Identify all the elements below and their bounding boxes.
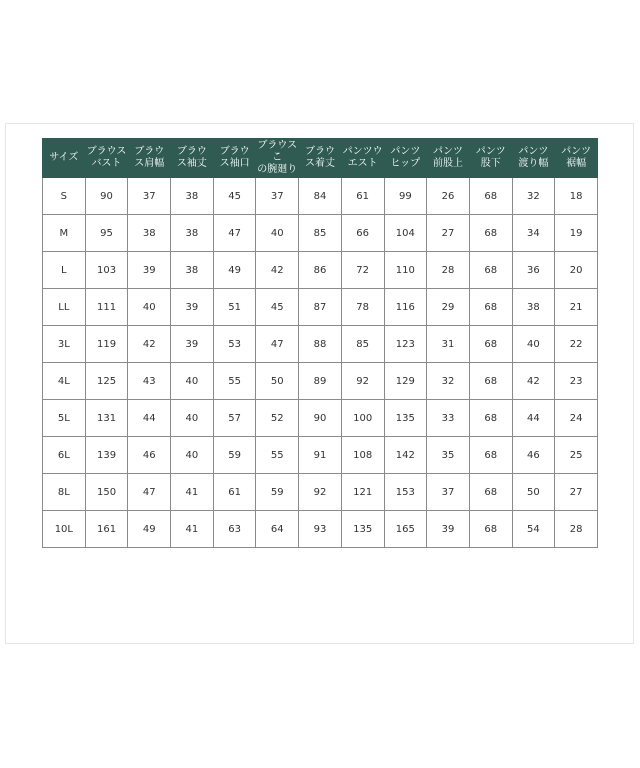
table-cell: 91 (299, 437, 342, 474)
table-cell: 37 (128, 178, 171, 215)
table-cell: 92 (341, 363, 384, 400)
table-row (43, 511, 598, 548)
table-cell: 103 (85, 252, 128, 289)
table-cell: 41 (171, 511, 214, 548)
table-cell: 59 (213, 437, 256, 474)
table-cell: 110 (384, 252, 427, 289)
table-cell: 51 (213, 289, 256, 326)
table-cell: 46 (128, 437, 171, 474)
table-cell: 42 (512, 363, 555, 400)
table-cell: 68 (469, 326, 512, 363)
table-cell: 64 (256, 511, 299, 548)
table-cell: 22 (555, 326, 598, 363)
table-cell: 161 (85, 511, 128, 548)
size-label-cell: 5L (43, 400, 86, 437)
table-cell: 123 (384, 326, 427, 363)
table-cell: 111 (85, 289, 128, 326)
table-cell: 32 (512, 178, 555, 215)
table-cell: 21 (555, 289, 598, 326)
table-cell: 19 (555, 215, 598, 252)
table-cell: 39 (171, 326, 214, 363)
table-cell: 39 (128, 252, 171, 289)
table-cell: 68 (469, 178, 512, 215)
table-cell: 38 (128, 215, 171, 252)
header-cell-blouse-bust: ブラウス バスト (85, 139, 128, 178)
table-cell: 47 (256, 326, 299, 363)
table-cell: 28 (555, 511, 598, 548)
table-cell: 68 (469, 400, 512, 437)
table-cell: 38 (171, 215, 214, 252)
table-cell: 108 (341, 437, 384, 474)
table-cell: 68 (469, 289, 512, 326)
table-cell: 52 (256, 400, 299, 437)
table-cell: 32 (427, 363, 470, 400)
table-cell: 68 (469, 474, 512, 511)
table-cell: 68 (469, 215, 512, 252)
table-cell: 49 (128, 511, 171, 548)
table-cell: 90 (299, 400, 342, 437)
table-row (43, 400, 598, 437)
table-cell: 99 (384, 178, 427, 215)
table-cell: 119 (85, 326, 128, 363)
table-cell: 131 (85, 400, 128, 437)
table-row (43, 178, 598, 215)
table-cell: 42 (256, 252, 299, 289)
size-label-cell: 10L (43, 511, 86, 548)
table-cell: 55 (213, 363, 256, 400)
table-cell: 44 (512, 400, 555, 437)
table-cell: 84 (299, 178, 342, 215)
table-cell: 68 (469, 437, 512, 474)
table-cell: 142 (384, 437, 427, 474)
table-cell: 43 (128, 363, 171, 400)
header-cell-blouse-shoulder: ブラウ ス肩幅 (128, 139, 171, 178)
table-cell: 50 (256, 363, 299, 400)
header-cell-blouse-cuff: ブラウ ス袖口 (213, 139, 256, 178)
table-row (43, 215, 598, 252)
size-label-cell: 4L (43, 363, 86, 400)
table-cell: 39 (171, 289, 214, 326)
header-cell-blouse-arm-circumference: ブラウスこ の腕廻り (256, 139, 299, 178)
table-cell: 86 (299, 252, 342, 289)
table-cell: 90 (85, 178, 128, 215)
table-cell: 135 (384, 400, 427, 437)
table-cell: 18 (555, 178, 598, 215)
table-cell: 40 (512, 326, 555, 363)
table-cell: 31 (427, 326, 470, 363)
table-cell: 33 (427, 400, 470, 437)
size-label-cell: 8L (43, 474, 86, 511)
table-cell: 47 (128, 474, 171, 511)
table-row (43, 437, 598, 474)
table-cell: 49 (213, 252, 256, 289)
table-cell: 34 (512, 215, 555, 252)
table-row (43, 363, 598, 400)
header-cell-blouse-length: ブラウ ス着丈 (299, 139, 342, 178)
table-cell: 88 (299, 326, 342, 363)
header-cell-pants-hip: パンツ ヒップ (384, 139, 427, 178)
table-cell: 104 (384, 215, 427, 252)
header-cell-pants-hem-width: パンツ 裾幅 (555, 139, 598, 178)
table-cell: 20 (555, 252, 598, 289)
table-cell: 41 (171, 474, 214, 511)
table-cell: 92 (299, 474, 342, 511)
table-cell: 66 (341, 215, 384, 252)
size-label-cell: M (43, 215, 86, 252)
table-cell: 45 (256, 289, 299, 326)
table-cell: 129 (384, 363, 427, 400)
table-cell: 150 (85, 474, 128, 511)
table-cell: 40 (256, 215, 299, 252)
table-cell: 63 (213, 511, 256, 548)
size-label-cell: L (43, 252, 86, 289)
header-cell-blouse-sleeve-length: ブラウ ス袖丈 (171, 139, 214, 178)
table-cell: 85 (341, 326, 384, 363)
table-cell: 38 (512, 289, 555, 326)
table-cell: 26 (427, 178, 470, 215)
table-cell: 72 (341, 252, 384, 289)
table-cell: 153 (384, 474, 427, 511)
table-cell: 89 (299, 363, 342, 400)
table-cell: 29 (427, 289, 470, 326)
table-cell: 35 (427, 437, 470, 474)
table-cell: 45 (213, 178, 256, 215)
table-cell: 78 (341, 289, 384, 326)
table-cell: 27 (555, 474, 598, 511)
table-cell: 47 (213, 215, 256, 252)
table-cell: 61 (213, 474, 256, 511)
size-label-cell: 6L (43, 437, 86, 474)
header-row (43, 139, 598, 178)
table-cell: 61 (341, 178, 384, 215)
table-row (43, 326, 598, 363)
table-cell: 46 (512, 437, 555, 474)
table-cell: 121 (341, 474, 384, 511)
table-cell: 25 (555, 437, 598, 474)
size-label-cell: S (43, 178, 86, 215)
table-header (43, 139, 598, 178)
size-label-cell: 3L (43, 326, 86, 363)
table-cell: 44 (128, 400, 171, 437)
table-cell: 38 (171, 178, 214, 215)
header-cell-size: サイズ (43, 139, 86, 178)
header-cell-pants-front-rise: パンツ 前股上 (427, 139, 470, 178)
table-cell: 37 (256, 178, 299, 215)
table-row (43, 474, 598, 511)
table-cell: 87 (299, 289, 342, 326)
table-cell: 125 (85, 363, 128, 400)
table-cell: 38 (171, 252, 214, 289)
table-row (43, 252, 598, 289)
header-cell-pants-waist: パンツウ エスト (341, 139, 384, 178)
table-cell: 93 (299, 511, 342, 548)
table-cell: 68 (469, 252, 512, 289)
table-cell: 27 (427, 215, 470, 252)
size-label-cell: LL (43, 289, 86, 326)
table-cell: 68 (469, 363, 512, 400)
table-cell: 57 (213, 400, 256, 437)
table-cell: 95 (85, 215, 128, 252)
table-row (43, 289, 598, 326)
table-cell: 59 (256, 474, 299, 511)
table-cell: 54 (512, 511, 555, 548)
table-cell: 135 (341, 511, 384, 548)
table-cell: 23 (555, 363, 598, 400)
table-cell: 40 (171, 400, 214, 437)
table-cell: 116 (384, 289, 427, 326)
table-cell: 165 (384, 511, 427, 548)
table-cell: 39 (427, 511, 470, 548)
table-body (43, 178, 598, 548)
table-cell: 139 (85, 437, 128, 474)
table-cell: 55 (256, 437, 299, 474)
table-cell: 53 (213, 326, 256, 363)
table-cell: 40 (171, 363, 214, 400)
header-cell-pants-thigh-width: パンツ 渡り幅 (512, 139, 555, 178)
table-cell: 42 (128, 326, 171, 363)
table-cell: 68 (469, 511, 512, 548)
size-chart-table (42, 138, 598, 548)
table-cell: 50 (512, 474, 555, 511)
table-cell: 24 (555, 400, 598, 437)
table-cell: 40 (128, 289, 171, 326)
table-cell: 28 (427, 252, 470, 289)
header-cell-pants-inseam: パンツ 股下 (469, 139, 512, 178)
table-cell: 37 (427, 474, 470, 511)
table-cell: 36 (512, 252, 555, 289)
table-cell: 85 (299, 215, 342, 252)
table-cell: 40 (171, 437, 214, 474)
table-cell: 100 (341, 400, 384, 437)
